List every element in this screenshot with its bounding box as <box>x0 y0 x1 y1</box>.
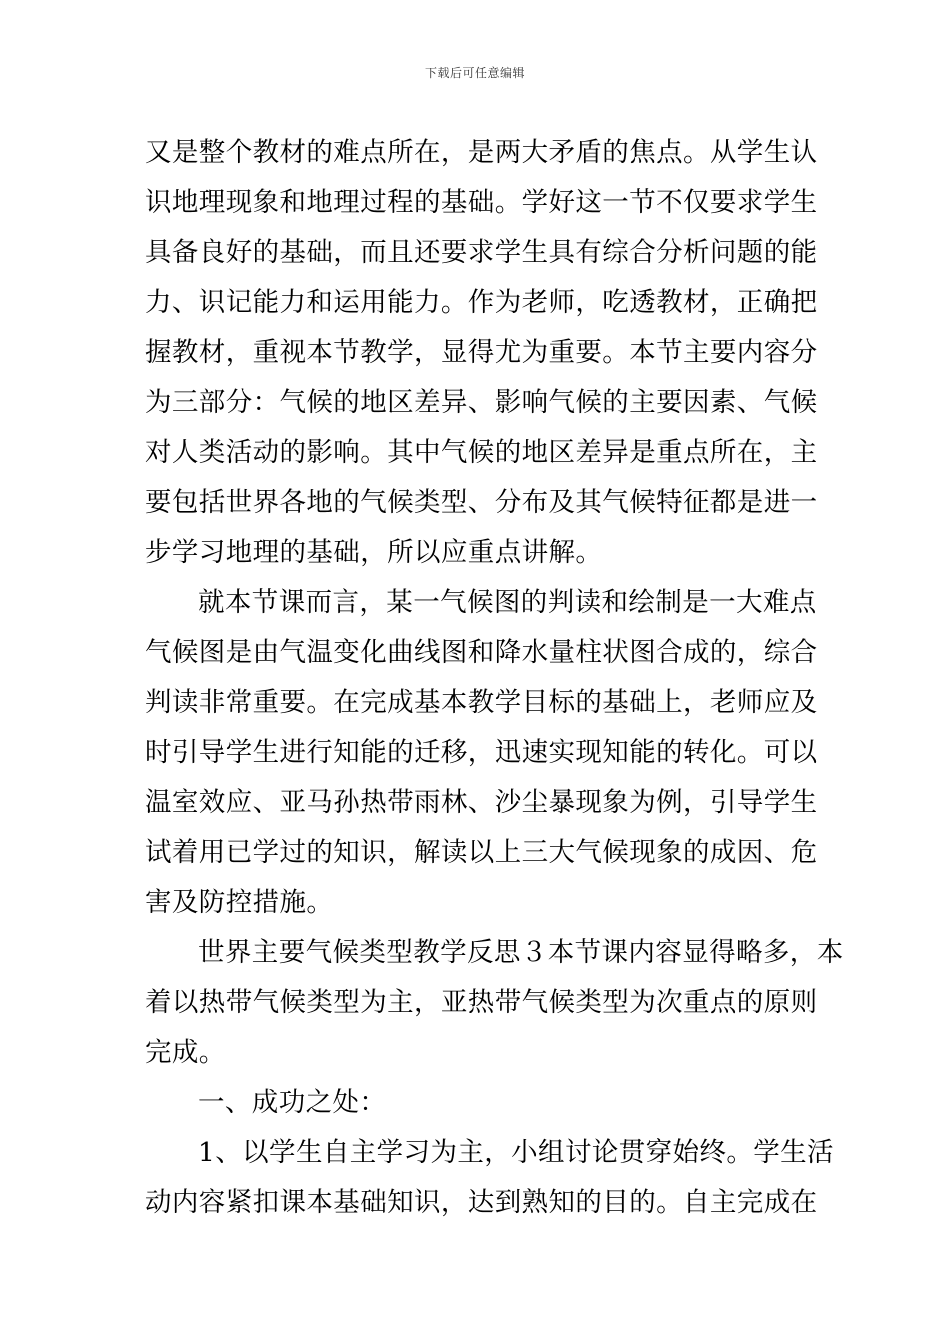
paragraph-first-line: 世界主要气候类型教学反思３本节课内容显得略多，本 <box>198 937 844 968</box>
text-line: 又是整个教材的难点所在，是两大矛盾的焦点。从学生认 <box>145 137 818 168</box>
text-line: 力、识记能力和运用能力。作为老师，吃透教材，正确把 <box>145 287 818 318</box>
paragraph-first-line: 就本节课而言，某一气候图的判读和绘制是一大难点 <box>198 587 817 618</box>
text-line: 识地理现象和地理过程的基础。学好这一节不仅要求学生 <box>145 187 818 218</box>
text-line: 握教材，重视本节教学，显得尤为重要。本节主要内容分 <box>145 337 818 368</box>
document-body <box>145 128 844 1228</box>
text-line: 具备良好的基础，而且还要求学生具有综合分析问题的能 <box>145 237 818 268</box>
page-header-note: 下载后可任意编辑 <box>424 66 525 80</box>
text-line: 判读非常重要。在完成基本教学目标的基础上，老师应及 <box>145 687 818 718</box>
text-line: 时引导学生进行知能的迁移，迅速实现知能的转化。可以 <box>145 737 818 768</box>
text-line: 要包括世界各地的气候类型、分布及其气候特征都是进一 <box>145 487 818 518</box>
text-line: 着以热带气候类型为主，亚热带气候类型为次重点的原则 <box>145 987 818 1018</box>
paragraph-first-line: 1、以学生自主学习为主，小组讨论贯穿始终。学生活 <box>198 1137 834 1168</box>
text-line: 温室效应、亚马孙热带雨林、沙尘暴现象为例，引导学生 <box>145 787 818 818</box>
text-line: 害及防控措施。 <box>145 887 334 918</box>
text-line: 为三部分：气候的地区差异、影响气候的主要因素、气候 <box>145 387 818 418</box>
section-heading: 一、成功之处： <box>198 1087 387 1118</box>
text-line: 气候图是由气温变化曲线图和降水量柱状图合成的，综合 <box>145 637 818 668</box>
text-line: 完成。 <box>145 1037 226 1068</box>
text-line: 试着用已学过的知识，解读以上三大气候现象的成因、危 <box>145 837 818 868</box>
text-line: 动内容紧扣课本基础知识，达到熟知的目的。自主完成在 <box>145 1187 818 1218</box>
text-line: 步学习地理的基础，所以应重点讲解。 <box>145 537 603 568</box>
text-line: 对人类活动的影响。其中气候的地区差异是重点所在，主 <box>145 437 818 468</box>
